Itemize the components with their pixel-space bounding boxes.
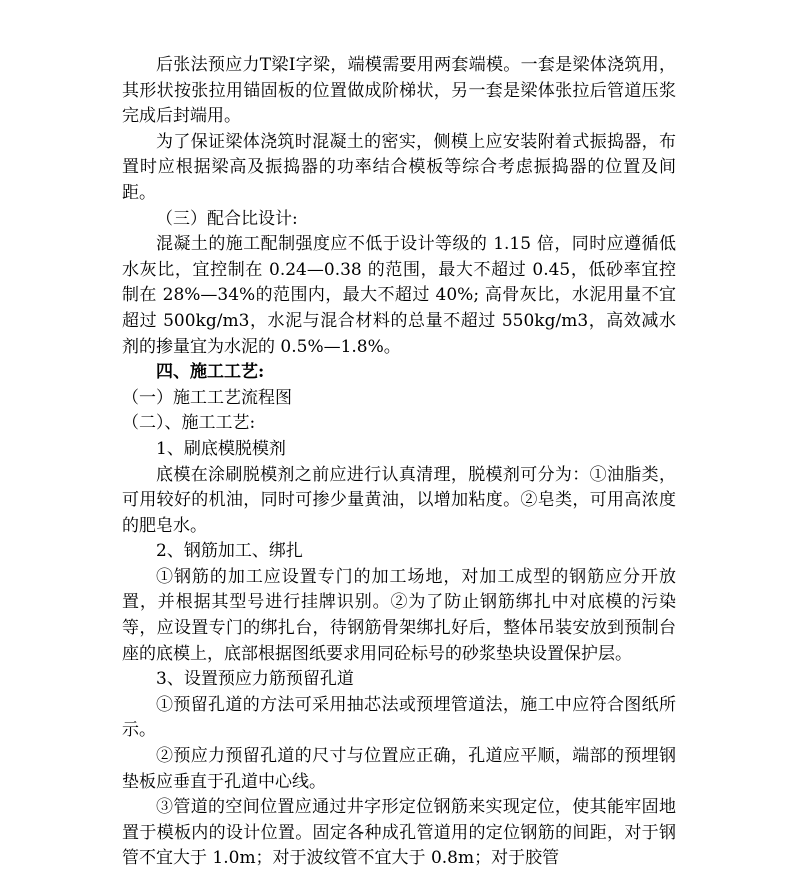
paragraph-release-agent: 底模在涂刷脱模剂之前应进行认真清理，脱模剂可分为：①油脂类，可用较好的机油，同时可掺少量黄油，以增加粘度。②皂类，可用高浓度的肥皂水。 — [122, 464, 676, 536]
item-heading-rebar: 2、钢筋加工、绑扎 — [156, 541, 303, 562]
paragraph-mix-design: 混凝土的施工配制强度应不低于设计等级的 1.15 倍，同时应遵循低水灰比，宜控制在 0.24—0.38 的范围，最大不超过 0.45，低砂率宜控制在 28%—34%的范围内，最大不超过 40%; 高骨灰比，水泥用量不宜超过 500kg/m3，水泥与混合材料的总量不超过 550kg/m3，高效减水剂的掺量宜为水泥的 0.5%—1.8%。 — [122, 234, 676, 357]
document-body — [122, 53, 676, 872]
section-heading-construction-process: 四、施工工艺: — [156, 362, 265, 383]
item-heading-release-agent: 1、刷底模脱模剂 — [156, 438, 286, 459]
paragraph-vibrator: 为了保证梁体浇筑时混凝土的密实，侧模上应安装附着式振捣器，布置时应根据梁高及振捣器的功率结合模板等综合考虑振捣器的位置及间距。 — [122, 131, 676, 203]
paragraph-duct-method: ①预留孔道的方法可采用抽芯法或预埋管道法，施工中应符合图纸所示。 — [122, 694, 676, 741]
paragraph-duct-position: ②预应力预留孔道的尺寸与位置应正确，孔道应平顺，端部的预埋钢垫板应垂直于孔道中心线。 — [122, 746, 676, 792]
paragraph-rebar: ①钢筋的加工应设置专门的加工场地，对加工成型的钢筋应分开放置，并根据其型号进行挂牌识别。②为了防止钢筋绑扎中对底模的污染等，应设置专门的绑扎台，待钢筋骨架绑扎好后，整体吊装安放到预制台座的底模上，底部根据图纸要求用同砼标号的砂浆垫块设置保护层。 — [122, 566, 676, 664]
section-heading-mix-design: （三）配合比设计: — [156, 208, 298, 229]
subsection-heading-flowchart: （一）施工工艺流程图 — [122, 387, 292, 408]
paragraph-end-formwork: 后张法预应力T梁I字梁，端模需要用两套端模。一套是梁体浇筑用，其形状按张拉用锚固板的位置做成阶梯状，另一套是梁体张拉后管道压浆完成后封端用。 — [122, 55, 676, 127]
paragraph-duct-fixing: ③管道的空间位置应通过井字形定位钢筋来实现定位，使其能牢固地置于模板内的设计位置。固定各种成孔管道用的定位钢筋的间距，对于钢管不宜大于 1.0m；对于波纹管不宜大于 0.8m；对于胶管 — [122, 797, 676, 869]
item-heading-ducts: 3、设置预应力筋预留孔道 — [156, 669, 354, 690]
subsection-heading-construction: （二）、施工工艺: — [122, 413, 256, 434]
